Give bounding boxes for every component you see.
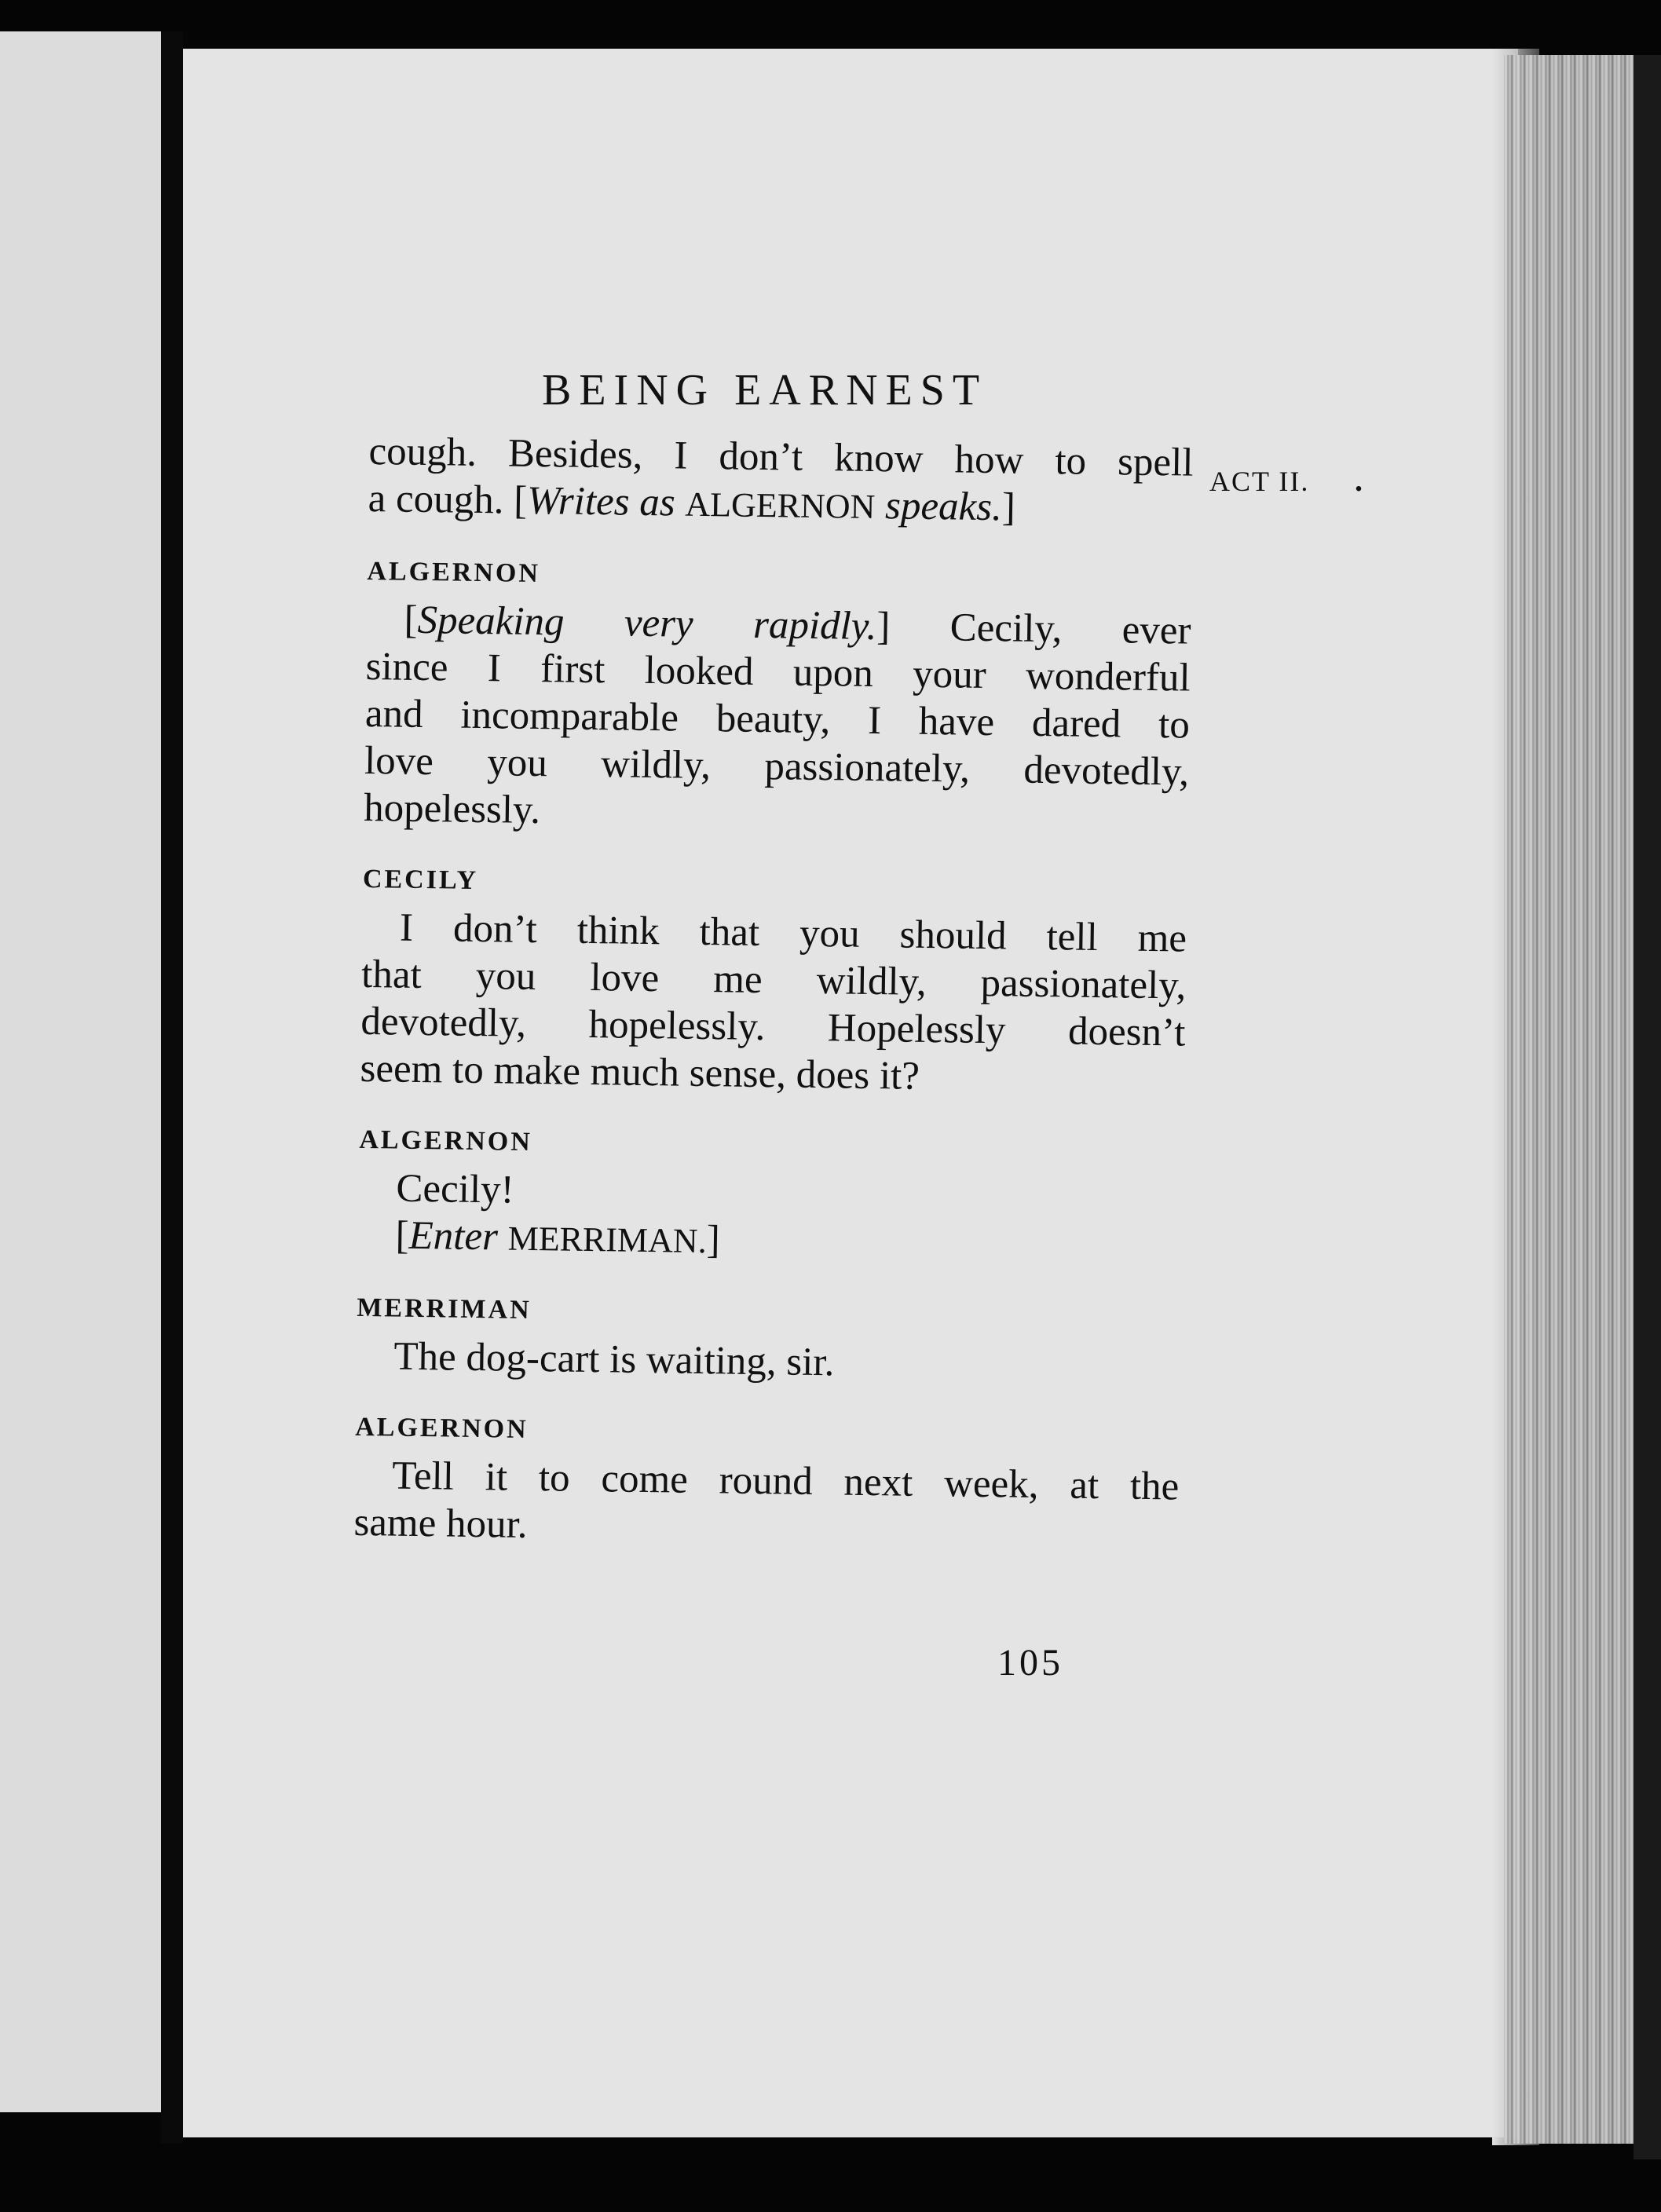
speech-line: that you love me wildly, passionately, (360, 952, 1187, 1008)
text-fragment: Cecily, ever (949, 605, 1191, 653)
running-head: BEING EARNEST (542, 366, 988, 415)
previous-page-edge (0, 31, 161, 2112)
text-fragment: a cough. [ (368, 476, 528, 523)
speech-line: The dog-cart is waiting, sir. (393, 1334, 835, 1385)
stage-direction: Speaking very rapidly. (417, 598, 877, 649)
speaker-name: ALGERNON (354, 1412, 529, 1444)
speech-line: love you wildly, passionately, devotedly, (364, 738, 1190, 795)
speaker-name: ALGERNON (359, 1124, 533, 1157)
speech-line: seem to make much sense, does it? (360, 1046, 920, 1099)
page-number: 105 (997, 1642, 1063, 1684)
book-gutter (161, 31, 183, 2144)
speaker-name: CECILY (362, 864, 479, 895)
act-marker: ACT II. (1209, 466, 1310, 497)
book-cover-edge (1634, 55, 1661, 2159)
stage-direction: Enter (408, 1213, 499, 1260)
text-fragment: ] (876, 605, 891, 649)
speech-line: hopelessly. (363, 785, 541, 833)
text-fragment: ] (706, 1218, 721, 1263)
stage-direction: speaks. (884, 484, 1003, 530)
speech-line: I don’t think that you should tell me (399, 905, 1187, 961)
stage-direction: Writes as (526, 478, 676, 525)
speaker-name: ALGERNON (367, 556, 541, 589)
speech-line: devotedly, hopelessly. Hopelessly doesn’t (360, 999, 1186, 1055)
stage-direction-line (357, 1212, 1183, 1272)
text-fragment: [ (404, 598, 418, 642)
speech-line: same hour. (353, 1500, 528, 1547)
character-name: ALGERNON (685, 484, 876, 527)
page-block-edge (1504, 55, 1641, 2144)
character-name: MERRIMAN. (507, 1219, 708, 1261)
continuation-line-1: cough. Besides, I don’t know how to spell (368, 429, 1194, 485)
text-fragment: ] (1001, 485, 1016, 530)
speech-line: Tell it to come round next week, at the (391, 1453, 1180, 1509)
speech-line: since I first looked upon your wonderful (365, 644, 1191, 700)
speech-line: Cecily! (396, 1166, 514, 1212)
play-text (353, 428, 1194, 1558)
text-fragment: [ (395, 1213, 410, 1258)
margin-dot: . (1355, 463, 1363, 498)
speaker-name: MERRIMAN (357, 1292, 532, 1325)
speech-line: and incomparable beauty, I have dared to (364, 691, 1191, 748)
